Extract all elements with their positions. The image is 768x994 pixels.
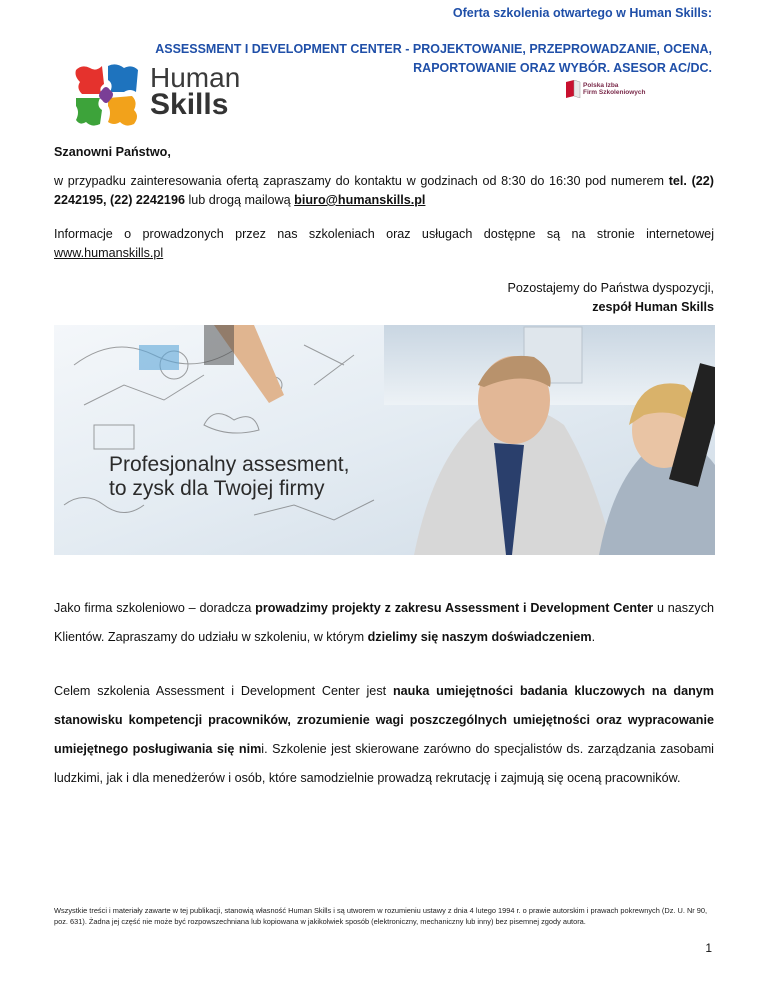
- pizs-logo: [565, 80, 660, 108]
- copyright-footer: Wszystkie treści i materiały zawarte w tej publikacji, stanowią własność Human Skills i są utworem w rozumieniu ustawy z dnia 4 lutego 1994 r. o prawie autorskim i prawach pokrewnych (Dz. U. Nr 90, poz. 631). Żadna jej część nie może być rozpowszechniana lub kopiowana w jakikolwiek sposób (elektroniczny, mechaniczny lub inny) bez pisemnej zgody autora.: [54, 906, 708, 926]
- pizs-book-icon: [565, 80, 581, 98]
- goal-paragraph: Celem szkolenia Assessment i Development Center jest nauka umiejętności badania kluczowych na danym stanowisku kompetencji pracowników, zrozumienie wagi poszczególnych umiejętności oraz wypracowanie umiejętnego posługiwania się nimi. Szkolenie jest skierowane zarówno do specjalistów ds. zarządzania zasobami ludzkimi, jak i dla menedżerów i osób, które samodzielnie prowadzą rekrutację i zajmują się oceną pracowników.: [54, 684, 714, 785]
- header-title-line1: ASSESSMENT I DEVELOPMENT CENTER - PROJEKTOWANIE, PRZEPROWADZANIE, OCENA,: [155, 42, 712, 56]
- banner-line2: to zysk dla Twojej firmy: [109, 477, 325, 500]
- signoff-line1: Pozostajemy do Państwa dyspozycji,: [507, 281, 714, 295]
- pizs-line2: Firm Szkoleniowych: [583, 89, 646, 96]
- banner-line1: Profesjonalny assesment,: [109, 453, 350, 476]
- logo-wordmark: [150, 62, 241, 121]
- intro-paragraph: Jako firma szkoleniowo – doradcza prowadzimy projekty z zakresu Assessment i Development Center u naszych Klientów. Zapraszamy do udziału w szkoleniu, w którym dzielimy się naszym doświadczeniem.: [54, 601, 715, 644]
- email-link[interactable]: [294, 193, 425, 207]
- pizs-line1: Polska Izba: [583, 82, 619, 89]
- website-link[interactable]: www.humanskills.pl: [54, 246, 164, 260]
- logo-line2: Skills: [150, 88, 229, 121]
- page-number: 1: [705, 941, 712, 955]
- puzzle-logo-icon: [72, 62, 142, 128]
- contact-text-b: lub drogą mailową: [184, 193, 295, 207]
- info-paragraph: [54, 225, 714, 263]
- logo-line1: Human: [150, 62, 241, 93]
- banner-photo-illustration: [54, 325, 715, 555]
- signoff: [508, 279, 715, 317]
- info-text: Informacje o prowadzonych przez nas szkoleniach oraz usługach dostępne są na stronie internetowej: [54, 227, 714, 241]
- header-subtitle: Oferta szkolenia otwartego w Human Skills:: [452, 6, 712, 20]
- promo-banner-image: [54, 325, 715, 555]
- email-text: biuro@humanskills.pl: [294, 193, 426, 207]
- header-title-line2: RAPORTOWANIE ORAZ WYBÓR. ASESOR AC/DC.: [413, 61, 712, 75]
- contact-text-a: w przypadku zainteresowania ofertą zapraszamy do kontaktu w godzinach od 8:30 do 16:30 pod numerem: [54, 174, 669, 188]
- signoff-line2: zespół Human Skills: [592, 300, 714, 314]
- greeting: Szanowni Państwo,: [54, 145, 171, 159]
- contact-phones: tel. (22) 2242195, (22) 2242196: [54, 174, 714, 207]
- banner-headline: [109, 453, 349, 501]
- contact-paragraph: [54, 172, 714, 210]
- human-skills-logo: [72, 62, 282, 128]
